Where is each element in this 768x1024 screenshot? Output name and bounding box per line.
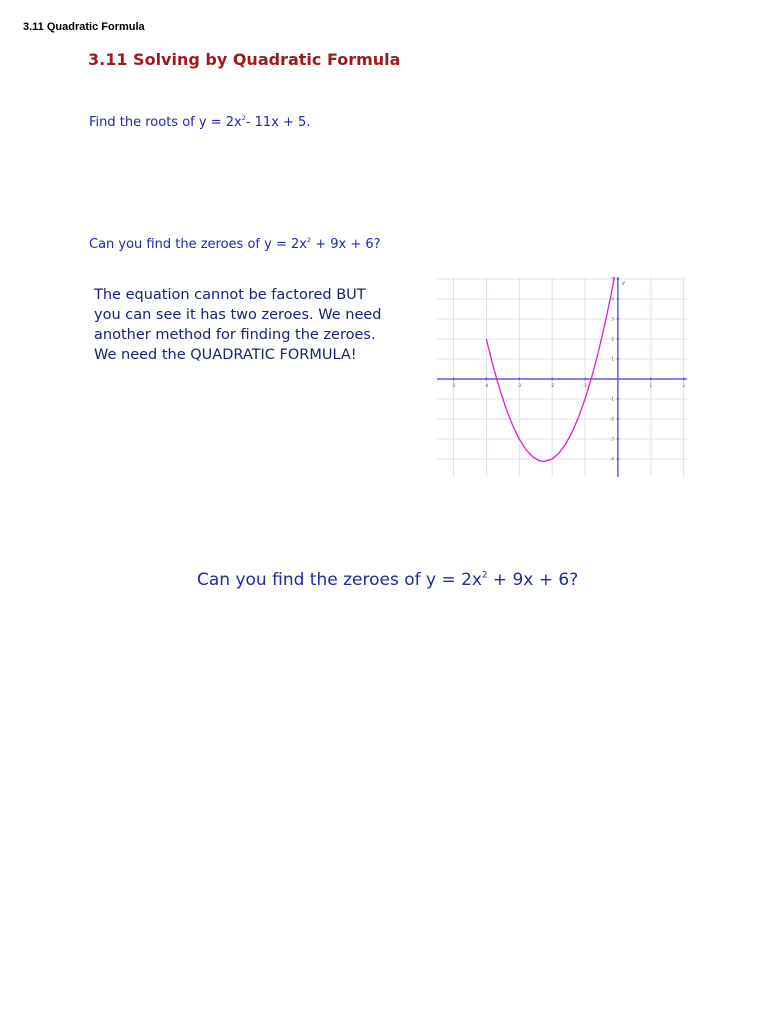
- x-tick-label: -1: [583, 383, 588, 388]
- zeroes-question-rest: + 9x + 6?: [311, 237, 381, 252]
- zeroes-question-text: Can you find the zeroes of y = 2x: [89, 237, 307, 252]
- roots-question: [89, 115, 310, 130]
- zeroes-question: [89, 237, 381, 252]
- zeroes-question-large-text: Can you find the zeroes of y = 2x: [197, 570, 482, 590]
- y-tick-label: 2: [611, 336, 614, 342]
- zeroes-question-large-rest: + 9x + 6?: [487, 570, 579, 590]
- x-tick-label: -5: [451, 383, 456, 388]
- explanation-line: another method for finding the zeroes.: [94, 327, 376, 343]
- page-header-title: 3.11 Quadratic Formula: [23, 21, 145, 33]
- lesson-title: 3.11 Solving by Quadratic Formula: [88, 50, 401, 69]
- explanation-line: The equation cannot be factored BUT: [94, 287, 366, 303]
- x-tick-label: -4: [484, 383, 489, 388]
- x-tick-label: 2: [682, 383, 685, 388]
- y-tick-label: -1: [609, 396, 614, 402]
- zeroes-question-large-exponent: 2: [481, 570, 488, 581]
- y-tick-label: -2: [609, 416, 614, 422]
- y-tick-label: 4: [611, 296, 614, 302]
- x-tick-label: 1: [649, 383, 653, 388]
- explanation-text: [94, 285, 429, 365]
- y-tick-label: -3: [609, 436, 614, 442]
- y-tick-label: 1: [611, 356, 614, 362]
- zeroes-question-large: [197, 570, 578, 590]
- roots-question-rest: - 11x + 5.: [245, 115, 311, 130]
- roots-question-exponent: 2: [241, 114, 246, 123]
- x-tick-label: -2: [550, 383, 555, 388]
- explanation-line: you can see it has two zeroes. We need: [94, 307, 382, 323]
- y-tick-label: 3: [611, 316, 614, 322]
- y-tick-label: -4: [609, 456, 614, 462]
- zeroes-question-exponent: 2: [306, 236, 312, 245]
- x-tick-label: -3: [517, 383, 522, 388]
- y-tick-label: 5: [611, 277, 614, 282]
- explanation-line: We need the QUADRATIC FORMULA!: [94, 347, 357, 363]
- y-axis-label: y: [621, 280, 625, 286]
- roots-question-text: Find the roots of y = 2x: [89, 115, 242, 130]
- parabola-graph: [437, 277, 687, 477]
